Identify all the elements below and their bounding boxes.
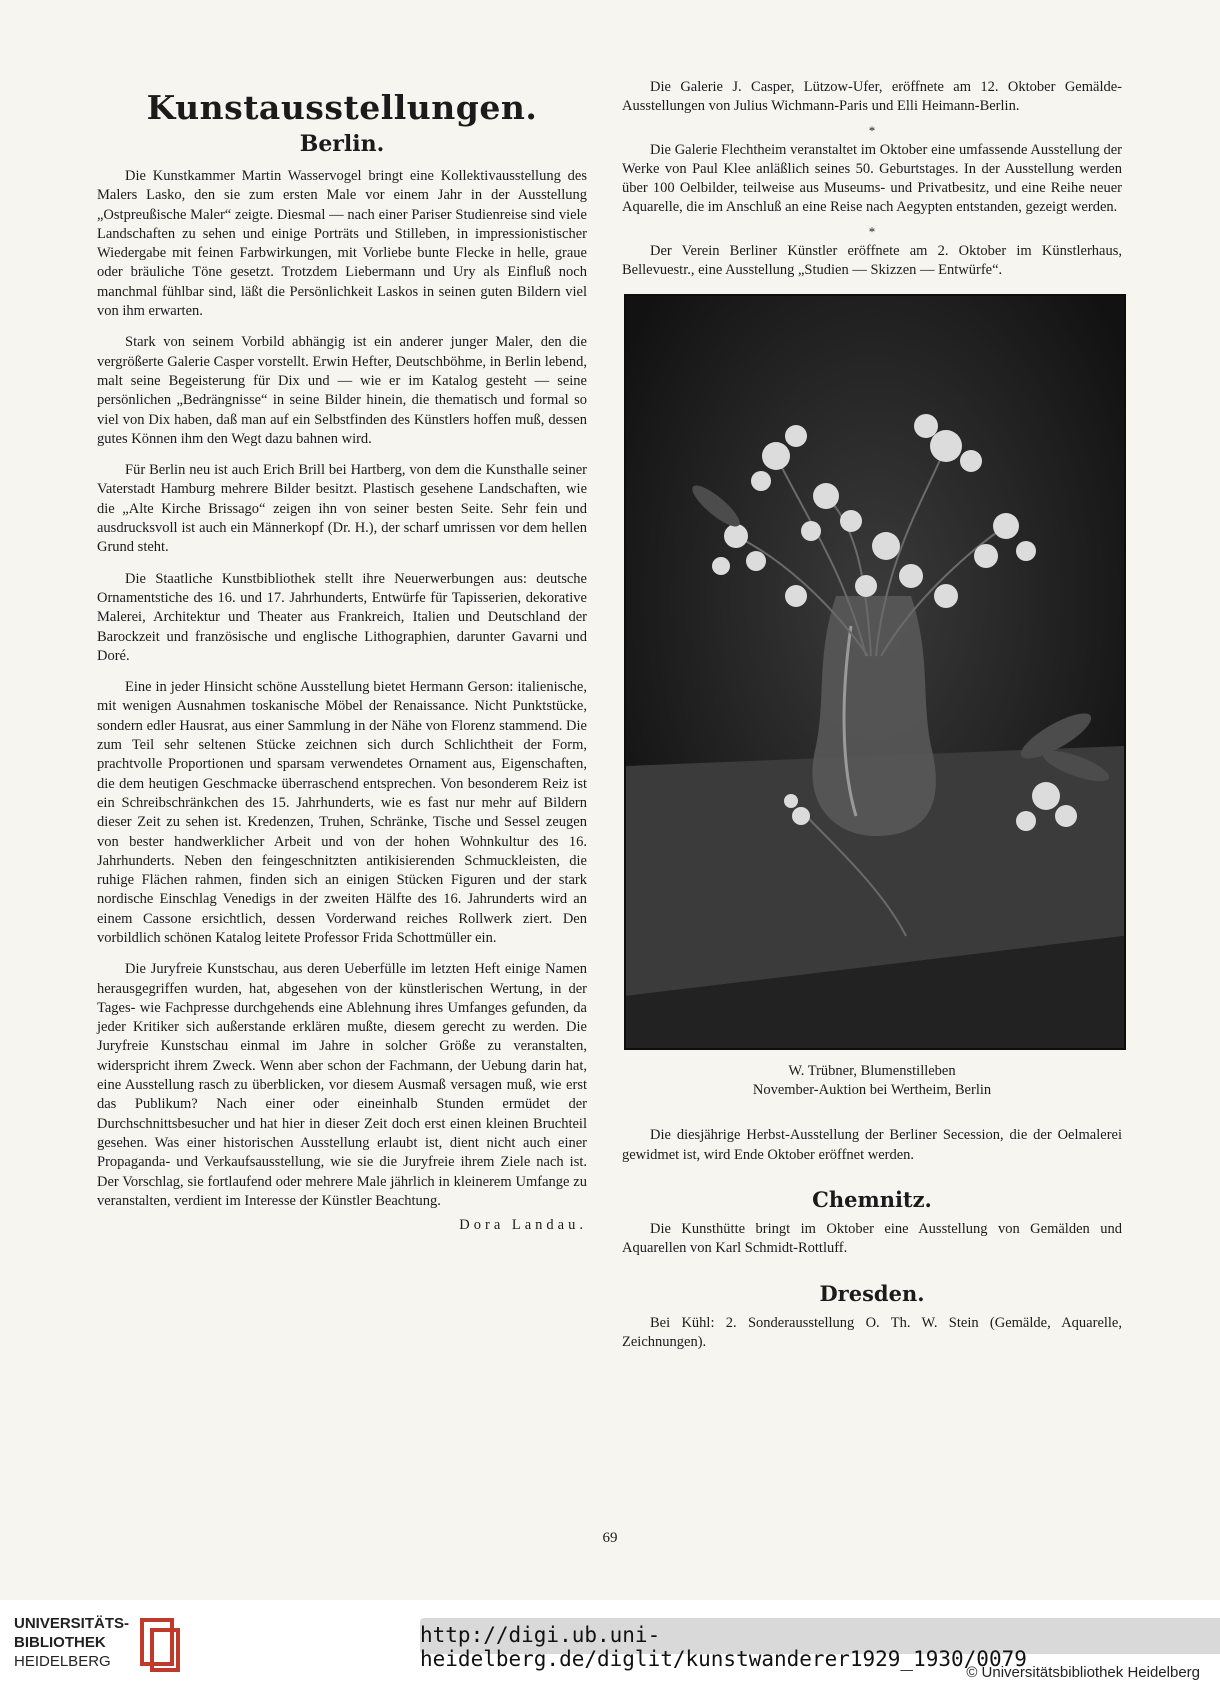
paragraph-verein: Der Verein Berliner Künstler eröffnete am 2. Oktober im Künstlerhaus, Bellevuestr., eine Ausstellung „Studien — Skizzen — Entwürfe“.: [622, 242, 1122, 279]
logo-line-2: BIBLIOTHEK: [14, 1634, 106, 1651]
paragraph-flechtheim: Die Galerie Flechtheim veranstaltet im Oktober eine umfassende Ausstellung der Werke von Paul Klee anläßlich seines 50. Geburtstages. In der Ausstellung werden über 100 Oelbilder, teilweise aus Museums- und Privatbesitz, und eine Reihe neuer Aquarelle, die im Anschluß an eine Reise nach Aegypten entstanden, gezeigt werden.: [622, 141, 1122, 216]
left-column: [97, 78, 587, 1234]
caption-auction: November-Auktion bei Wertheim, Berlin: [752, 1082, 992, 1099]
logo-line-3: HEIDELBERG: [14, 1653, 111, 1670]
library-emblem-icon: [134, 1612, 184, 1672]
separator-star: *: [868, 223, 876, 239]
article-title: Kunstausstellungen.: [146, 88, 538, 127]
paragraph-brill: Für Berlin neu ist auch Erich Brill bei Hartberg, von dem die Kunsthalle seiner Vaterstadt Hamburg mehrere Bilder besitzt. Plastisch gesehene Landschaften, wie die „Alte Kirche Brissago“ zeigen ihn von seiner besten Seite. Sehr fein und ausdrucksvoll ist auch ein Männerkopf (Dr. H.), der scharf umrissen vor dem hellen Grund steht.: [97, 462, 587, 556]
flower-still-life-image: [624, 294, 1126, 1050]
painting-illustration: [626, 296, 1124, 1048]
separator-star: *: [868, 122, 876, 138]
chemnitz-heading: Chemnitz.: [812, 1186, 932, 1212]
permalink-bar[interactable]: [420, 1618, 1220, 1671]
permalink-url[interactable]: http://digi.ub.uni-heidelberg.de/diglit/kunstwanderer1929_1930/0079: [420, 1623, 1027, 1671]
paragraph-juryfreie: Die Juryfreie Kunstschau, aus deren Ueberfülle im letzten Heft einige Namen herausgegriffen wurden, hat, abgesehen von der künstlerischen Wertung, in der Tages- wie Fachpresse durchgehends eine Ablehnung ihres Umfanges gefunden, da jeder Kritiker sich außerstande erklären mußte, diesem gerecht zu werden. Die Juryfreie Kunstschau einmal im Jahre in solcher Größe zu veranstalten, widerspricht ihrem Zweck. Wenn aber schon der Fachmann, der Uebung darin hat, eine Ausstellung rasch zu überblicken, vor diesem Ausmaß versagen muß, wie erst das Publikum? Nach einer oder eineinhalb Stunden ermüdet der Durchschnittsbesucher und hat hier in dieser Zeit doch erst einen kleinen Bruchteil gesehen. Was einer historischen Ausstellung erlaubt ist, dient nicht auch einer Propaganda- und Verkaufsausstellung, wie sie die Juryfreie ihrem Ziele nach ist. Der Vorschlag, sie fortlaufend oder mehrere Male jährlich in kleinerem Umfange zu veranstalten, verdient im Interesse der Künstler Beachtung.: [97, 961, 587, 1209]
paragraph-gerson: Eine in jeder Hinsicht schöne Ausstellung bietet Hermann Gerson: italienische, mit wenigen Ausnahmen toskanische Möbel der Renaissance. Nicht Punktstücke, sondern edler Hausrat, aus einer Sammlung in der Nähe von Florenz stammend. Die zum Teil sehr seltenen Stücke zeichnen sich durch Schlichtheit der Form, prachtvolle Proportionen und sparsam verwendetes Ornament aus, Eigenschaften, die dem heutigen Geschmacke überraschend entsprechen. Von besonderem Reiz ist ein Schreibschränkchen des 15. Jahrhunderts, wie es fast nur mehr auf Bildern dieser Zeit zu sehen ist. Kredenzen, Truhen, Schränke, Tische und Sessel zeugen von bester handwerklicher Arbeit und von der hohen Wohnkultur des 16. Jahrhunderts. Neben den feingeschnitzten antikisierenden Schmuckleisten, die ruhige Flächen rahmen, finden sich an einigen Stücken Figuren und der stark nordische Einschlag Venedigs in der zweiten Hälfte des 16. Jahrunderts wird an einem Cassone ersichtlich, dessen Vorderwand reiches Rollwerk ziert. Den vorbildlich schönen Katalog leitete Professor Frida Schottmüller ein.: [97, 679, 587, 946]
paragraph-kunstbibliothek: Die Staatliche Kunstbibliothek stellt ihre Neuerwerbungen aus: deutsche Ornamentstiche des 16. und 17. Jahrhunderts, Entwürfe für Tapisserien, dekorative Malerei, Architektur und Theater aus Frankreich, Italien und Deutschland der Barockzeit und französische und englische Lithographien, darunter Gavarni und Doré.: [97, 570, 587, 664]
library-logo[interactable]: [14, 1612, 184, 1682]
paragraph-lasko: Die Kunstkammer Martin Wasservogel bringt eine Kollektivausstellung des Malers Lasko, den sie zum ersten Male vor einem Jahr in der Ausstellung „Ostpreußische Maler“ zeigte. Diesmal — nach einer Pariser Studienreise sind viele Landschaften zu sehen und einige Porträts und Stilleben, in impressionistischer Wiedergabe mit feinen Farbwirkungen, mit Vorliebe bunte Flecke in helle, graue oder bräuliche Töne gesetzt. Trotzdem Liebermann und Ury als Einfluß noch manchmal fühlbar sind, läßt die Persönlichkeit Laskos in seinen guten Bildern viel von ihm erwarten.: [97, 168, 587, 320]
author-signature: Dora Landau.: [459, 1217, 587, 1234]
paragraph-chemnitz: Die Kunsthütte bringt im Oktober eine Ausstellung von Gemälden und Aquarellen von Karl Schmidt-Rottluff.: [622, 1220, 1122, 1257]
logo-line-1: UNIVERSITÄTS-: [14, 1615, 130, 1632]
paragraph-dresden: Bei Kühl: 2. Sonderausstellung O. Th. W. Stein (Gemälde, Aquarelle, Zeichnungen).: [622, 1314, 1122, 1350]
caption-artist-title: W. Trübner, Blumenstilleben: [788, 1063, 956, 1080]
paragraph-secession: Die diesjährige Herbst-Ausstellung der Berliner Secession, die der Oelmalerei gewidmet ist, wird Ende Oktober eröffnet werden.: [622, 1127, 1122, 1163]
logo-text: [14, 1614, 129, 1671]
paragraph-casper: Die Galerie J. Casper, Lützow-Ufer, eröffnete am 12. Oktober Gemälde-Ausstellungen von Julius Wichmann-Paris und Elli Heimann-Berlin.: [622, 79, 1122, 115]
copyright-notice: © Universitätsbibliothek Heidelberg: [966, 1664, 1200, 1681]
berlin-heading: Berlin.: [299, 131, 385, 157]
dresden-heading: Dresden.: [819, 1280, 925, 1306]
paragraph-hefter: Stark von seinem Vorbild abhängig ist ein anderer junger Maler, den die vergrößerte Galerie Casper vorstellt. Erwin Hefter, Deutschböhme, in Berlin lebend, malt seine Begeisterung für Dix und — wie er im Katalog gesteht — seine persönlichen „Bedrängnisse“ in seine Bilder hinein, die thematisch und formal so viel von Dix haben, daß man auf ein Selbstfinden des Künstlers hoffen muß, dessen gutes Können ihm den Wegt dazu bahnen wird.: [97, 334, 587, 447]
right-column: [622, 78, 1122, 1364]
page-number: 69: [602, 1530, 618, 1546]
library-footer: [0, 1600, 1220, 1692]
image-caption: [622, 1062, 1122, 1100]
